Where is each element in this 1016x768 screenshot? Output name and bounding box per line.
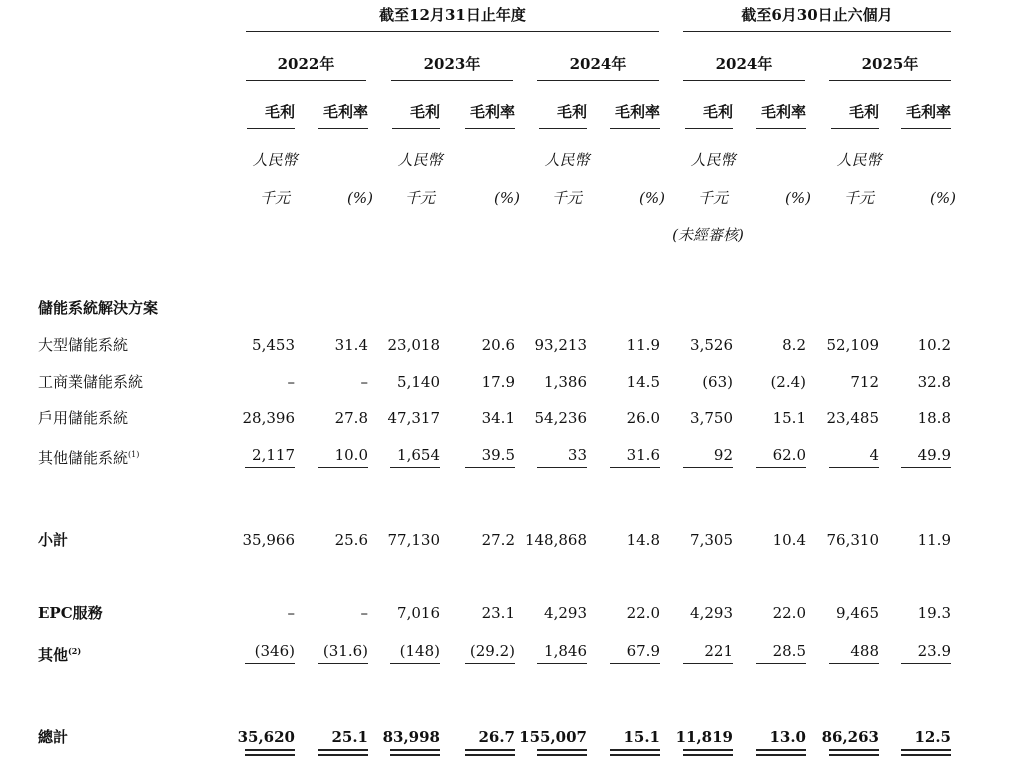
total-double-underline xyxy=(465,754,515,756)
cell-underline xyxy=(756,663,806,664)
total-double-underline xyxy=(683,754,733,756)
header-group-fy: 截至12月31日止年度 xyxy=(379,6,526,24)
cell-value: 31.4 xyxy=(334,336,368,354)
total-double-underline xyxy=(537,749,587,751)
total-double-underline xyxy=(610,749,660,751)
header-gross-profit: 毛利 xyxy=(848,103,879,121)
unit-thousand: 千元 xyxy=(843,189,874,207)
header-year: 2024年 xyxy=(715,55,773,73)
total-double-underline xyxy=(245,749,295,751)
subheader-underline xyxy=(392,128,440,129)
cell-value: 92 xyxy=(713,446,733,464)
cell-value: 14.8 xyxy=(626,531,660,549)
cell-underline xyxy=(683,467,733,468)
cell-value: 11.9 xyxy=(626,336,660,354)
cell-value: 54,236 xyxy=(534,409,587,427)
cell-value: (148) xyxy=(399,642,440,660)
unit-currency: 人民幣 xyxy=(397,151,443,169)
total-double-underline xyxy=(829,749,879,751)
cell-underline xyxy=(537,467,587,468)
subheader-underline xyxy=(465,128,515,129)
total-double-underline xyxy=(901,754,951,756)
unit-thousand: 千元 xyxy=(259,189,290,207)
total-double-underline xyxy=(318,749,368,751)
cell-value: 34.1 xyxy=(481,409,515,427)
cell-value: 3,750 xyxy=(690,409,733,427)
cell-value: 20.6 xyxy=(481,336,515,354)
cell-value: 148,868 xyxy=(524,531,587,549)
cell-value: 23.9 xyxy=(917,642,951,660)
total-double-underline xyxy=(756,749,806,751)
cell-underline xyxy=(829,663,879,664)
subheader-underline xyxy=(610,128,660,129)
row-label: EPC服務 xyxy=(38,604,103,622)
cell-value: 8.2 xyxy=(782,336,806,354)
cell-underline xyxy=(465,467,515,468)
unit-percent: (%) xyxy=(639,189,665,207)
row-label: 小計 xyxy=(38,531,69,549)
cell-value: 1,386 xyxy=(544,373,587,391)
row-label: 戶用儲能系統 xyxy=(38,409,129,427)
footnote-marker: (1) xyxy=(128,450,140,459)
year-underline xyxy=(246,80,366,81)
total-double-underline xyxy=(465,749,515,751)
cell-value: 67.9 xyxy=(626,642,660,660)
cell-value: 5,453 xyxy=(252,336,295,354)
cell-underline xyxy=(318,663,368,664)
footnote-marker: (2) xyxy=(68,646,82,656)
cell-value: 31.6 xyxy=(626,446,660,464)
total-double-underline xyxy=(901,749,951,751)
cell-value: 32.8 xyxy=(917,373,951,391)
cell-value: 33 xyxy=(567,446,587,464)
cell-value: 1,846 xyxy=(544,642,587,660)
total-double-underline xyxy=(829,754,879,756)
cell-value: 11,819 xyxy=(675,728,733,746)
cell-value: 18.8 xyxy=(917,409,951,427)
total-double-underline xyxy=(390,749,440,751)
row-label: 其他$^{(2)}$ xyxy=(38,646,82,664)
cell-value: 2,117 xyxy=(252,446,295,464)
year-underline xyxy=(391,80,513,81)
header-gross-margin: 毛利率 xyxy=(469,103,515,121)
cell-value: 15.1 xyxy=(623,728,660,746)
unit-thousand: 千元 xyxy=(551,189,582,207)
cell-value: (63) xyxy=(702,373,733,391)
year-underline xyxy=(829,80,951,81)
header-gross-profit: 毛利 xyxy=(409,103,440,121)
unit-currency: 人民幣 xyxy=(252,151,298,169)
cell-value: 62.0 xyxy=(772,446,806,464)
cell-value: 10.0 xyxy=(334,446,368,464)
unit-percent: (%) xyxy=(494,189,520,207)
cell-value: – xyxy=(360,604,368,622)
group-underline-fy xyxy=(246,31,659,32)
row-label: 其他儲能系統$^{(1)}$ xyxy=(38,449,140,467)
cell-value: 15.1 xyxy=(772,409,806,427)
header-year: 2023年 xyxy=(423,55,481,73)
cell-value: 76,310 xyxy=(826,531,879,549)
row-label: 工商業儲能系統 xyxy=(38,373,144,391)
cell-value: 9,465 xyxy=(836,604,879,622)
cell-underline xyxy=(318,467,368,468)
unit-percent: (%) xyxy=(347,189,373,207)
total-double-underline xyxy=(756,754,806,756)
cell-value: 22.0 xyxy=(626,604,660,622)
cell-underline xyxy=(537,663,587,664)
cell-value: (29.2) xyxy=(469,642,515,660)
cell-value: 4,293 xyxy=(544,604,587,622)
cell-value: 49.9 xyxy=(917,446,951,464)
cell-value: 83,998 xyxy=(382,728,440,746)
header-gross-margin: 毛利率 xyxy=(614,103,660,121)
unit-currency: 人民幣 xyxy=(544,151,590,169)
cell-underline xyxy=(756,467,806,468)
cell-underline xyxy=(610,663,660,664)
cell-underline xyxy=(683,663,733,664)
cell-underline xyxy=(245,467,295,468)
cell-value: 22.0 xyxy=(772,604,806,622)
subheader-underline xyxy=(831,128,879,129)
cell-underline xyxy=(829,467,879,468)
cell-value: 14.5 xyxy=(626,373,660,391)
cell-value: 7,016 xyxy=(397,604,440,622)
cell-value: 25.1 xyxy=(331,728,368,746)
header-gross-profit: 毛利 xyxy=(702,103,733,121)
cell-underline xyxy=(901,663,951,664)
cell-value: 23,018 xyxy=(387,336,440,354)
total-double-underline xyxy=(610,754,660,756)
year-underline xyxy=(537,80,659,81)
cell-value: 86,263 xyxy=(821,728,879,746)
cell-value: 4,293 xyxy=(690,604,733,622)
total-double-underline xyxy=(318,754,368,756)
cell-underline xyxy=(245,663,295,664)
year-underline xyxy=(683,80,805,81)
cell-value: 221 xyxy=(704,642,733,660)
cell-value: (346) xyxy=(254,642,295,660)
cell-value: 47,317 xyxy=(387,409,440,427)
subheader-underline xyxy=(756,128,806,129)
cell-value: 7,305 xyxy=(690,531,733,549)
unit-percent: (%) xyxy=(930,189,956,207)
cell-value: 17.9 xyxy=(481,373,515,391)
cell-value: 4 xyxy=(869,446,879,464)
cell-value: 23,485 xyxy=(826,409,879,427)
cell-value: 1,654 xyxy=(397,446,440,464)
subheader-underline xyxy=(901,128,951,129)
header-group-h1: 截至6月30日止六個月 xyxy=(741,6,893,24)
cell-value: 77,130 xyxy=(387,531,440,549)
total-double-underline xyxy=(390,754,440,756)
cell-value: 12.5 xyxy=(914,728,951,746)
cell-value: 11.9 xyxy=(917,531,951,549)
subheader-underline xyxy=(685,128,733,129)
cell-value: 19.3 xyxy=(917,604,951,622)
cell-value: 35,966 xyxy=(242,531,295,549)
cell-value: – xyxy=(287,604,295,622)
cell-value: 13.0 xyxy=(769,728,806,746)
row-label: 總計 xyxy=(38,728,69,746)
cell-underline xyxy=(390,467,440,468)
section-ess-title: 儲能系統解決方案 xyxy=(38,299,159,317)
header-year: 2024年 xyxy=(569,55,627,73)
header-year: 2025年 xyxy=(861,55,919,73)
cell-value: 39.5 xyxy=(481,446,515,464)
cell-underline xyxy=(901,467,951,468)
header-gross-margin: 毛利率 xyxy=(905,103,951,121)
subheader-underline xyxy=(318,128,368,129)
total-double-underline xyxy=(537,754,587,756)
cell-value: 26.0 xyxy=(626,409,660,427)
subheader-underline xyxy=(247,128,295,129)
cell-value: 27.2 xyxy=(481,531,515,549)
cell-underline xyxy=(465,663,515,664)
cell-value: (31.6) xyxy=(322,642,368,660)
group-underline-h1 xyxy=(683,31,951,32)
unit-unaudited: (未經審核) xyxy=(672,226,744,244)
cell-value: (2.4) xyxy=(770,373,806,391)
cell-value: – xyxy=(287,373,295,391)
cell-value: 27.8 xyxy=(334,409,368,427)
row-label: 大型儲能系統 xyxy=(38,336,129,354)
cell-value: 93,213 xyxy=(534,336,587,354)
cell-value: 10.2 xyxy=(917,336,951,354)
unit-currency: 人民幣 xyxy=(690,151,736,169)
unit-currency: 人民幣 xyxy=(836,151,882,169)
cell-value: 488 xyxy=(850,642,879,660)
cell-value: 26.7 xyxy=(478,728,515,746)
subheader-underline xyxy=(539,128,587,129)
total-double-underline xyxy=(245,754,295,756)
cell-value: 23.1 xyxy=(481,604,515,622)
cell-value: 712 xyxy=(850,373,879,391)
cell-value: 35,620 xyxy=(237,728,295,746)
cell-value: 10.4 xyxy=(772,531,806,549)
total-double-underline xyxy=(683,749,733,751)
unit-percent: (%) xyxy=(785,189,811,207)
header-gross-profit: 毛利 xyxy=(556,103,587,121)
cell-value: 28.5 xyxy=(772,642,806,660)
cell-underline xyxy=(390,663,440,664)
cell-value: 52,109 xyxy=(826,336,879,354)
cell-value: 155,007 xyxy=(519,728,587,746)
unit-thousand: 千元 xyxy=(697,189,728,207)
header-year: 2022年 xyxy=(277,55,335,73)
header-gross-profit: 毛利 xyxy=(264,103,295,121)
cell-value: 5,140 xyxy=(397,373,440,391)
cell-value: – xyxy=(360,373,368,391)
header-gross-margin: 毛利率 xyxy=(322,103,368,121)
unit-thousand: 千元 xyxy=(404,189,435,207)
cell-value: 25.6 xyxy=(334,531,368,549)
cell-value: 28,396 xyxy=(242,409,295,427)
cell-value: 3,526 xyxy=(690,336,733,354)
header-gross-margin: 毛利率 xyxy=(760,103,806,121)
cell-underline xyxy=(610,467,660,468)
